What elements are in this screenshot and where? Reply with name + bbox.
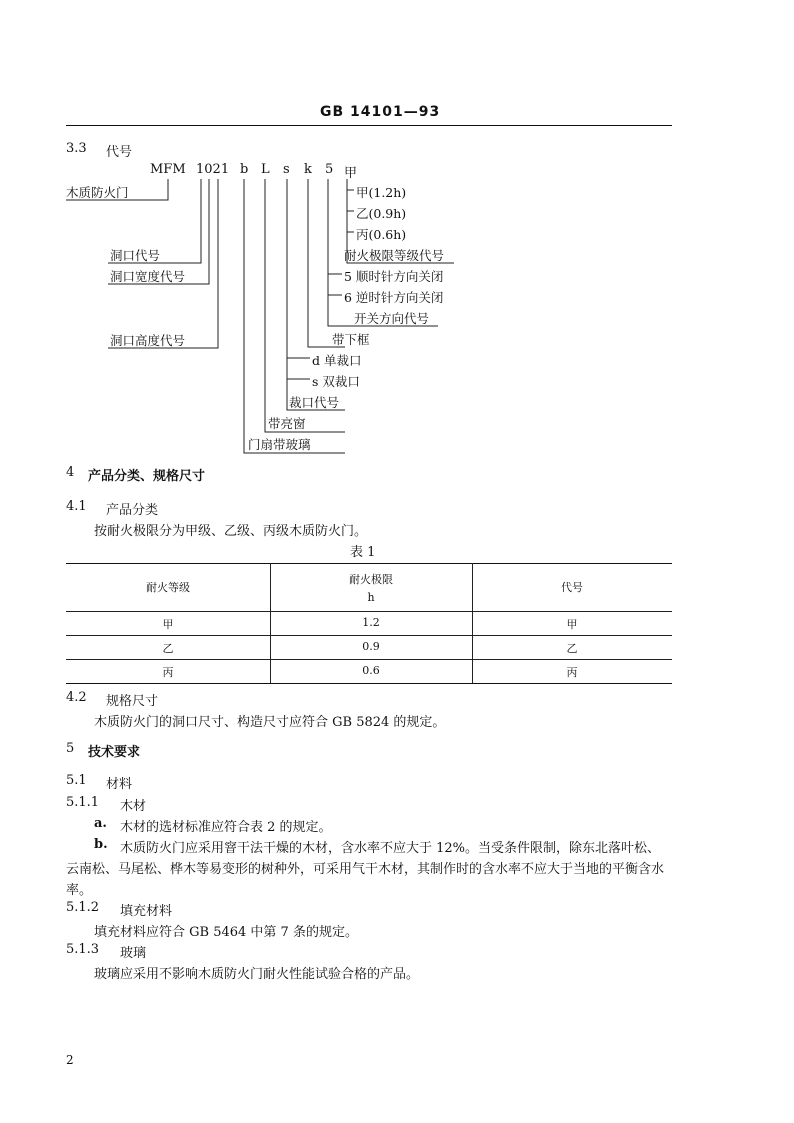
label-fire-grade-code: 耐火极限等级代号	[344, 248, 445, 263]
label-transom: 带亮窗	[268, 416, 306, 431]
code-5: 5	[325, 162, 334, 177]
section-5-1-title: 材料	[106, 777, 133, 792]
code-mfm: MFM	[150, 162, 186, 177]
designation-diagram	[0, 0, 794, 470]
table-cell: 丙	[162, 666, 174, 679]
section-4-number: 4	[66, 465, 75, 480]
section-4-1-title: 产品分类	[106, 503, 159, 518]
table-header-rule	[66, 611, 672, 612]
code-jia: 甲	[344, 166, 358, 181]
item-b-text-line-1: 木质防火门应采用窨干法干燥的木材，含水率不应大于 12%。当受条件限制，除东北落叶松、	[120, 841, 661, 856]
table-row-rule	[66, 635, 672, 636]
item-b-text-line-3: 率。	[66, 883, 93, 898]
label-height-code: 洞口高度代号	[110, 333, 186, 348]
table-cell: 甲	[566, 618, 578, 631]
label-double-rebate: s 双裁口	[312, 374, 360, 389]
label-bottom-frame: 带下框	[332, 332, 370, 347]
section-4-1-number: 4.1	[66, 499, 87, 514]
section-3-3-number: 3.3	[66, 141, 87, 156]
table-top-rule	[66, 563, 672, 564]
table-cell: 甲	[162, 618, 174, 631]
table-cell: 乙	[162, 642, 174, 655]
section-4-2-number: 4.2	[66, 690, 87, 705]
section-3-3-title: 代号	[106, 145, 133, 160]
item-a-marker: a.	[94, 816, 107, 831]
item-b-text-line-2: 云南松、马尾松、桦木等易变形的树种外，可采用气干木材，其制作时的含水率不应大于当地的平衡含水	[66, 862, 665, 877]
table-header-unit: h	[367, 591, 375, 604]
table-header-grade: 耐火等级	[146, 581, 190, 594]
label-opening-code: 洞口代号	[110, 248, 161, 263]
label-single-rebate: d 单裁口	[312, 353, 362, 368]
item-a-text: 木材的选材标准应符合表 2 的规定。	[120, 820, 332, 835]
label-direction-code: 开关方向代号	[354, 311, 430, 326]
label-counterclockwise: 6 逆时针方向关闭	[344, 290, 444, 305]
table-header-code: 代号	[561, 581, 583, 594]
code-l: L	[261, 162, 270, 177]
table-cell: 丙	[566, 666, 578, 679]
table-row-rule	[66, 659, 672, 660]
table-cell: 0.9	[362, 640, 380, 653]
standard-number: GB 14101—93	[320, 104, 441, 120]
table-1-caption: 表 1	[350, 545, 376, 560]
section-5-1-1-number: 5.1.1	[66, 795, 100, 810]
section-4-title: 产品分类、规格尺寸	[88, 469, 206, 484]
code-b: b	[240, 162, 249, 177]
label-clockwise: 5 顺时针方向关闭	[344, 269, 444, 284]
label-wooden-door: 木质防火门	[66, 185, 129, 200]
table-header-limit: 耐火极限	[349, 573, 393, 586]
label-glazed-leaf: 门扇带玻璃	[248, 437, 311, 452]
item-b-marker: b.	[94, 837, 108, 852]
label-grade-jia: 甲(1.2h)	[356, 185, 407, 200]
label-rebate-code: 裁口代号	[289, 395, 340, 410]
table-cell: 乙	[566, 642, 578, 655]
section-5-1-2-number: 5.1.2	[66, 900, 100, 915]
section-5-1-number: 5.1	[66, 773, 87, 788]
section-5-1-3-title: 玻璃	[120, 946, 147, 961]
page-number: 2	[66, 1053, 74, 1067]
section-4-2-paragraph: 木质防火门的洞口尺寸、构造尺寸应符合 GB 5824 的规定。	[94, 715, 446, 730]
code-1021: 1021	[196, 162, 230, 177]
section-4-2-title: 规格尺寸	[106, 694, 159, 709]
section-5-1-2-title: 填充材料	[120, 904, 173, 919]
section-5-title: 技术要求	[88, 745, 141, 760]
table-cell: 0.6	[362, 664, 380, 677]
table-cell: 1.2	[362, 616, 380, 629]
section-5-1-3-paragraph: 玻璃应采用不影响木质防火门耐火性能试验合格的产品。	[94, 967, 420, 982]
table-bottom-rule	[66, 683, 672, 684]
code-s: s	[283, 162, 290, 177]
section-4-1-paragraph: 按耐火极限分为甲级、乙级、丙级木质防火门。	[94, 524, 368, 539]
section-5-1-2-paragraph: 填充材料应符合 GB 5464 中第 7 条的规定。	[94, 925, 358, 940]
section-5-1-1-title: 木材	[120, 799, 147, 814]
label-grade-yi: 乙(0.9h)	[356, 206, 407, 221]
label-width-code: 洞口宽度代号	[110, 269, 186, 284]
section-5-1-3-number: 5.1.3	[66, 942, 100, 957]
section-5-number: 5	[66, 741, 75, 756]
code-k: k	[304, 162, 312, 177]
label-grade-bing: 丙(0.6h)	[356, 227, 407, 242]
